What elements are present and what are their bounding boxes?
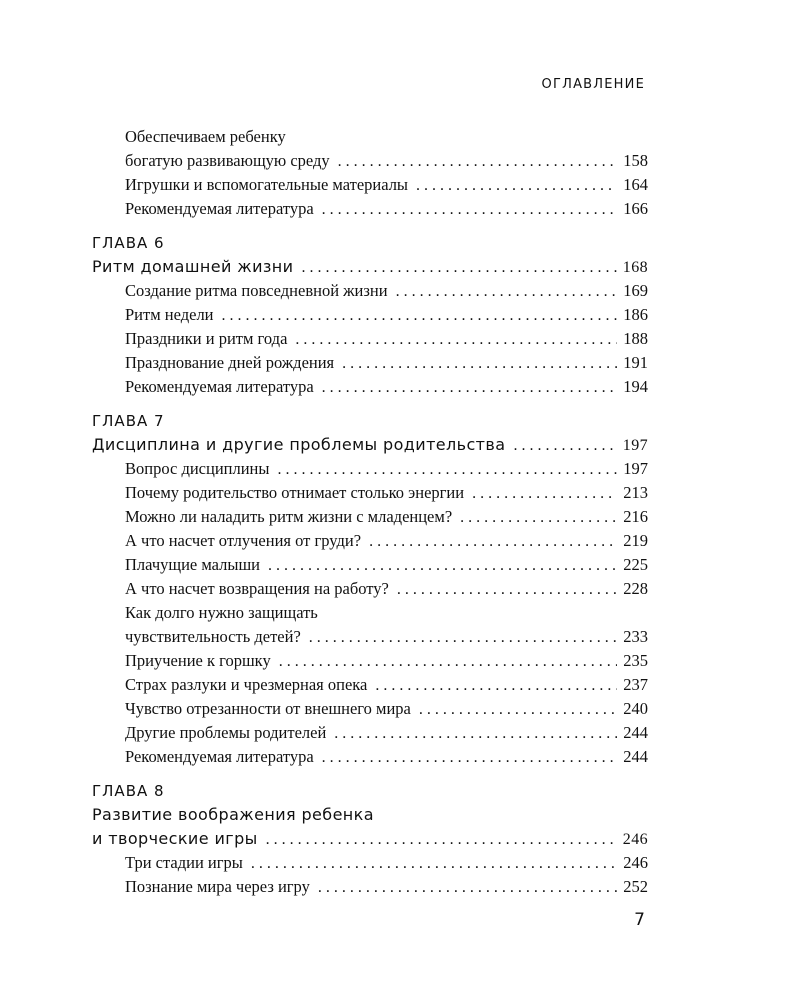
toc-entry-title: Рекомендуемая литература	[125, 199, 314, 218]
toc-entry[interactable]	[92, 673, 648, 697]
toc-page-number: 188	[623, 329, 648, 348]
toc-entry[interactable]	[92, 529, 648, 553]
toc-page-number: 244	[623, 723, 648, 742]
chapter-title-entry[interactable]	[92, 433, 648, 457]
chapter-title-line-1: Развитие воображения ребенка	[92, 805, 374, 824]
dot-leader	[513, 434, 616, 458]
dot-leader	[318, 876, 617, 900]
dot-leader	[301, 256, 616, 280]
toc-entry[interactable]	[92, 351, 648, 375]
toc-entry[interactable]	[92, 649, 648, 673]
toc-page-number: 213	[623, 483, 648, 502]
chapter-label: ГЛАВА 6	[92, 234, 165, 252]
toc-page-number: 197	[623, 459, 648, 478]
toc-page-number: 228	[623, 579, 648, 598]
chapter-title: Ритм домашней жизни	[92, 257, 294, 276]
toc-page-number: 225	[623, 555, 648, 574]
toc-page-number: 219	[623, 531, 648, 550]
dot-leader	[375, 674, 617, 698]
running-head: ОГЛАВЛЕНИЕ	[541, 77, 645, 92]
chapter-label: ГЛАВА 8	[92, 782, 165, 800]
toc-entry-title: Ритм недели	[125, 305, 214, 324]
chapter-title: Дисциплина и другие проблемы родительства	[92, 435, 506, 454]
toc-page-number: 244	[623, 747, 648, 766]
chapter-title-entry[interactable]	[92, 827, 648, 851]
toc-entry-title: Создание ритма повседневной жизни	[125, 281, 388, 300]
dot-leader	[342, 352, 617, 376]
toc-entry[interactable]	[92, 303, 648, 327]
toc-page-number: 252	[623, 877, 648, 896]
dot-leader	[460, 506, 617, 530]
toc-entry[interactable]	[92, 875, 648, 899]
dot-leader	[309, 626, 617, 650]
toc-page-number: 197	[622, 437, 648, 454]
dot-leader	[419, 698, 617, 722]
dot-leader	[277, 458, 617, 482]
table-of-contents	[92, 125, 648, 899]
dot-leader	[369, 530, 617, 554]
toc-entry-title: Три стадии игры	[125, 853, 243, 872]
dot-leader	[396, 280, 618, 304]
toc-page-number: 237	[623, 675, 648, 694]
toc-entry[interactable]	[92, 745, 648, 769]
toc-entry-title: Чувство отрезанности от внешнего мира	[125, 699, 411, 718]
toc-entry-title: Игрушки и вспомогательные материалы	[125, 175, 409, 194]
toc-entry-title: Плачущие малыши	[125, 555, 260, 574]
dot-leader	[472, 482, 617, 506]
toc-page-number: 216	[623, 507, 648, 526]
toc-entry-title: Страх разлуки и чрезмерная опека	[125, 675, 368, 694]
toc-page-number: 169	[623, 281, 648, 300]
chapter-title: и творческие игры	[92, 829, 258, 848]
dot-leader	[266, 828, 617, 852]
toc-page-number: 166	[623, 199, 648, 218]
toc-page-number: 194	[623, 377, 648, 396]
dot-leader	[251, 852, 617, 876]
toc-entry-title: Можно ли наладить ритм жизни с младенцем?	[125, 507, 453, 526]
toc-page-number: 235	[623, 651, 648, 670]
toc-entry-title-line-1: Как долго нужно защищать	[125, 603, 318, 622]
chapter-title-entry[interactable]	[92, 255, 648, 279]
toc-page-number: 168	[622, 259, 648, 276]
toc-entry[interactable]	[92, 505, 648, 529]
toc-entry[interactable]	[92, 327, 648, 351]
toc-page-number: 246	[623, 853, 648, 872]
toc-entry[interactable]	[92, 197, 648, 221]
toc-entry-title: А что насчет отлучения от груди?	[125, 531, 362, 550]
toc-entry[interactable]	[92, 625, 648, 649]
toc-entry[interactable]	[92, 279, 648, 303]
dot-leader	[268, 554, 617, 578]
toc-entry[interactable]	[92, 173, 648, 197]
dot-leader	[322, 376, 618, 400]
toc-entry[interactable]	[92, 457, 648, 481]
dot-leader	[222, 304, 618, 328]
dot-leader	[338, 150, 618, 174]
toc-entry[interactable]	[92, 149, 648, 173]
dot-leader	[279, 650, 618, 674]
toc-entry-title: Празднование дней рождения	[125, 353, 335, 372]
toc-page-number: 246	[622, 831, 648, 848]
dot-leader	[397, 578, 617, 602]
toc-entry[interactable]	[92, 481, 648, 505]
toc-entry-title: Рекомендуемая литература	[125, 377, 314, 396]
page-number: 7	[634, 910, 645, 930]
dot-leader	[322, 746, 618, 770]
toc-entry-title: богатую развивающую среду	[125, 151, 330, 170]
toc-page-number: 186	[623, 305, 648, 324]
dot-leader	[416, 174, 617, 198]
dot-leader	[322, 198, 618, 222]
toc-entry-title: Праздники и ритм года	[125, 329, 288, 348]
toc-entry-title: Познание мира через игру	[125, 877, 310, 896]
toc-entry-title: Рекомендуемая литература	[125, 747, 314, 766]
toc-entry-title-line-1: Обеспечиваем ребенку	[125, 127, 286, 146]
toc-entry[interactable]	[92, 553, 648, 577]
toc-page-number: 240	[623, 699, 648, 718]
toc-entry[interactable]	[92, 697, 648, 721]
toc-entry-title: Почему родительство отнимает столько энергии	[125, 483, 465, 502]
toc-entry[interactable]	[92, 375, 648, 399]
toc-entry-title: Приучение к горшку	[125, 651, 271, 670]
toc-entry[interactable]	[92, 577, 648, 601]
toc-page-number: 233	[623, 627, 648, 646]
chapter-label: ГЛАВА 7	[92, 412, 165, 430]
toc-entry-title: чувствительность детей?	[125, 627, 301, 646]
toc-entry[interactable]	[92, 851, 648, 875]
toc-entry-title: Другие проблемы родителей	[125, 723, 327, 742]
dot-leader	[295, 328, 617, 352]
toc-entry-title: А что насчет возвращения на работу?	[125, 579, 389, 598]
toc-entry-title: Вопрос дисциплины	[125, 459, 270, 478]
toc-page-number: 191	[623, 353, 648, 372]
toc-page-number: 158	[623, 151, 648, 170]
toc-page-number: 164	[623, 175, 648, 194]
toc-entry[interactable]	[92, 721, 648, 745]
dot-leader	[334, 722, 617, 746]
